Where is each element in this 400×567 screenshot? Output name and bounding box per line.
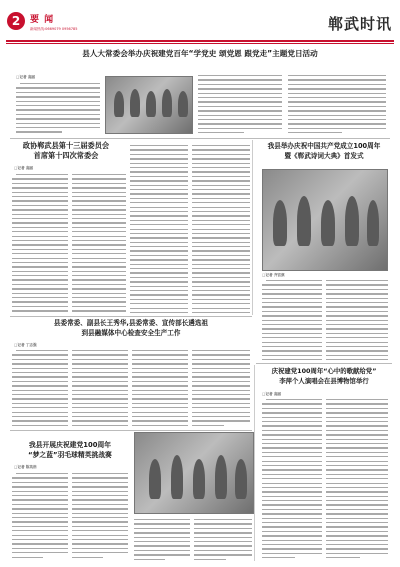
section-title: 要 闻 xyxy=(30,15,55,25)
article-2-col-4 xyxy=(192,142,250,314)
article-5-byline: □记者 高丽 xyxy=(262,392,282,396)
article-6-headline-line-1: 我县开展庆祝建党100周年 xyxy=(28,441,112,449)
article-2-headline-line-2: 首席第十四次常委会 xyxy=(33,151,99,160)
article-6-col-1 xyxy=(12,470,68,560)
header-meta: 新闻热线:0669079 0956785 xyxy=(30,27,78,31)
article-1-photo xyxy=(105,76,193,134)
article-6-headline-line-2: “梦之蓝”羽毛球精英挑战赛 xyxy=(28,451,112,459)
article-4-byline: □记者 丁志强 xyxy=(14,343,37,347)
column-divider xyxy=(252,140,253,315)
article-3-headline-line-1: 我县举办庆祝中国共产党成立100周年 xyxy=(267,142,381,150)
article-3-headline-line-2: 暨《郸武诗词大典》首发式 xyxy=(284,151,364,160)
article-1-col-3 xyxy=(288,72,386,136)
article-5-col-1 xyxy=(262,396,322,558)
article-2-headline xyxy=(10,141,122,161)
article-4-headline-line-1: 县委常委、副县长王秀华,县委常委、宣传部长遴选祖 xyxy=(53,319,209,327)
article-4-col-1 xyxy=(12,347,68,427)
article-5-headline-line-1: 庆祝建党100周年“心中的歌献给党” xyxy=(271,367,377,375)
article-1-col-2 xyxy=(198,72,282,136)
article-1-col-1 xyxy=(16,80,100,138)
page-number-badge: 2 xyxy=(7,12,25,30)
article-4-col-3 xyxy=(132,347,188,427)
article-3-byline: □记者 齐宫旗 xyxy=(262,273,285,277)
article-4-col-2 xyxy=(72,347,128,427)
article-3-col-1 xyxy=(262,277,322,361)
divider xyxy=(10,430,252,431)
divider xyxy=(256,363,392,364)
column-divider xyxy=(254,365,255,561)
article-6-headline xyxy=(10,440,130,460)
divider xyxy=(10,138,390,139)
article-6-photo xyxy=(134,432,254,514)
article-6-col-3 xyxy=(134,516,190,560)
article-2-col-2 xyxy=(72,171,126,313)
article-3-photo xyxy=(262,169,388,271)
article-1-headline: 县人大常委会举办庆祝建党百年“学党史 颂党恩 跟党走”主题党日活动 xyxy=(82,49,318,58)
header-rule-thin xyxy=(6,43,394,44)
article-5-headline-line-2: 李萍个人演唱会在县博物馆举行 xyxy=(279,376,369,385)
article-5-headline xyxy=(256,367,392,386)
article-4-col-4 xyxy=(192,347,250,427)
article-6-byline: □记者 陈英浩 xyxy=(14,465,37,469)
article-6-col-2 xyxy=(72,470,128,560)
article-3-headline xyxy=(256,142,392,161)
article-2-col-1 xyxy=(12,171,68,313)
article-2-col-3 xyxy=(130,142,188,314)
article-3-col-2 xyxy=(326,277,388,361)
masthead-logo: 郸武时讯 xyxy=(327,15,392,33)
article-1-byline: □记者 高丽 xyxy=(16,75,36,79)
article-2-headline-line-1: 政协郸武县第十三届委员会 xyxy=(22,141,110,150)
divider xyxy=(10,316,252,317)
header-rule xyxy=(6,40,394,42)
page-header xyxy=(6,5,394,39)
article-4-headline xyxy=(10,318,252,338)
article-5-col-2 xyxy=(326,396,388,558)
article-4-headline-line-2: 到县融媒体中心检查安全生产工作 xyxy=(81,329,181,337)
article-2-byline: □记者 高丽 xyxy=(14,166,34,170)
article-6-col-4 xyxy=(194,516,252,560)
